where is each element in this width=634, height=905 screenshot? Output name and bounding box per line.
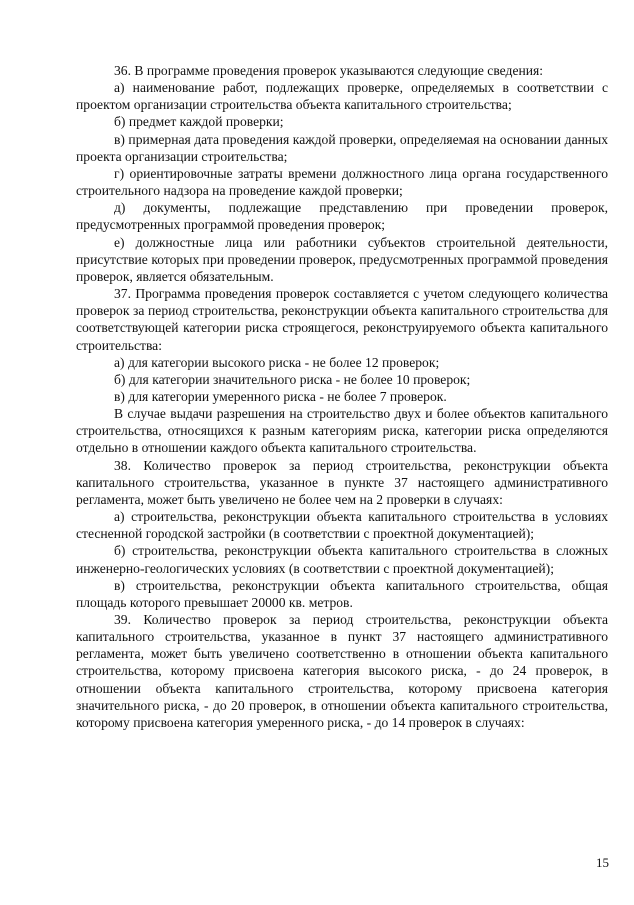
document-body [76, 62, 608, 731]
paragraph-37-v: в) для категории умеренного риска - не более 7 проверок. [114, 388, 447, 404]
paragraph-39-intro: 39. Количество проверок за период строительства, реконструкции объекта капитального строительства, указанное в пункт 37 настоящего административного регламента, может быть увеличено соответственно в отношении объекта капитального строительства, которому присвоена категория высокого риска, - до 24 проверок, в отношении объекта капитального строительства, которому присвоена категория значительного риска, - до 20 проверок, в отношении объекта капитального строительства, которому присвоена категория умеренного риска, - до 14 проверок в случаях: [76, 612, 608, 730]
paragraph-37-note: В случае выдачи разрешения на строительство двух и более объектов капитального строительства, относящихся к разным категориям риска, категории риска определяются отдельно в отношении каждого объекта капитального строительства. [76, 406, 608, 456]
paragraph-36-b: б) предмет каждой проверки; [114, 114, 284, 130]
paragraph-36-g: г) ориентировочные затраты времени должностного лица органа государственного строительного надзора на проведение каждой проверки; [76, 165, 608, 199]
paragraph-36-intro: 36. В программе проведения проверок указываются следующие сведения: [114, 63, 544, 78]
paragraph-38-intro: 38. Количество проверок за период строительства, реконструкции объекта капитального строительства, указанное в пункте 37 настоящего административного регламента, может быть увеличено не более чем на 2 проверки в случаях: [76, 457, 608, 507]
paragraph-36-v: в) примерная дата проведения каждой проверки, определяемая на основании данных проекта организации строительства; [76, 131, 608, 164]
paragraph-36-a: а) наименование работ, подлежащих проверке, определяемых в соответствии с проектом организации строительства объекта капитального строительства; [76, 80, 608, 113]
paragraph-36-e: е) должностные лица или работники субъектов строительной деятельности, присутствие которых при проведении проверок, предусмотренных программой проведения проверок, является обязательным. [76, 234, 608, 284]
paragraph-37-b: б) для категории значительного риска - не более 10 проверок; [114, 371, 471, 387]
paragraph-38-a: а) строительства, реконструкции объекта капитального строительства в условиях стесненной городской застройки (в соответствии с проектной документацией); [76, 509, 608, 542]
page-number: 15 [596, 855, 609, 870]
paragraph-36-d: д) документы, подлежащие представлению при проведении проверок, предусмотренных программой проведения проверок; [76, 200, 608, 233]
paragraph-38-v: в) строительства, реконструкции объекта капитального строительства, общая площадь которого превышает 20000 кв. метров. [76, 577, 608, 610]
paragraph-37-intro: 37. Программа проведения проверок составляется с учетом следующего количества проверок за период строительства, реконструкции объекта капитального строительства для соответствующей категории риска строящегося, реконструируемого объекта капитального строительства: [76, 286, 608, 353]
paragraph-37-a: а) для категории высокого риска - не более 12 проверок; [114, 354, 440, 370]
paragraph-38-b: б) строительства, реконструкции объекта капитального строительства в сложных инженерно-геологических условиях (в соответствии с проектной документацией); [76, 543, 608, 576]
